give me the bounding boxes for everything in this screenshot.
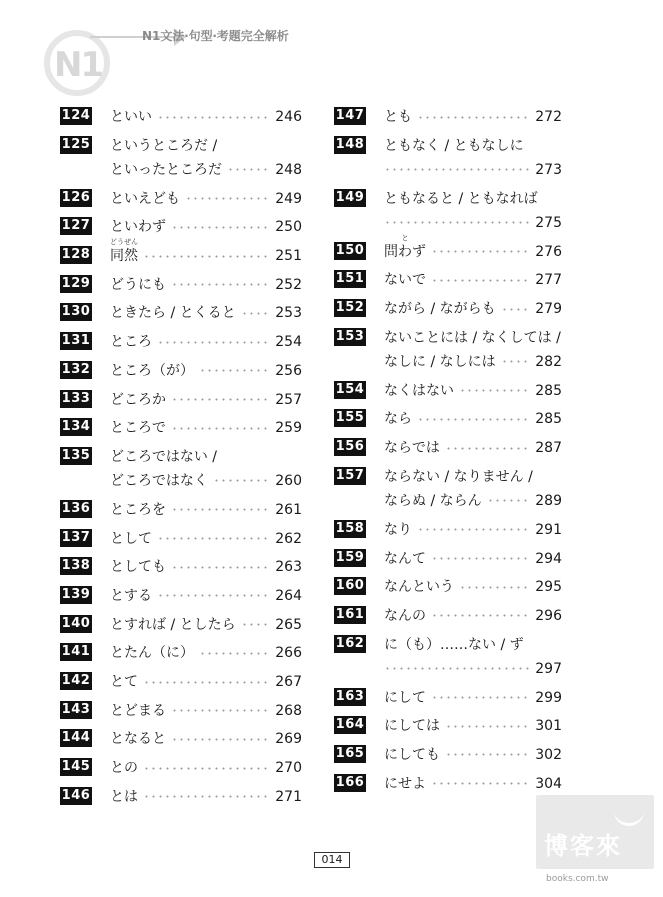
entry-line	[384, 577, 562, 597]
dot-leader	[227, 168, 270, 171]
dot-leader	[171, 709, 270, 712]
toc-column-right	[334, 107, 562, 802]
dot-leader	[143, 255, 270, 258]
entry-label: にせよ	[384, 775, 426, 792]
entry-line	[110, 303, 302, 323]
toc-entry	[334, 189, 562, 242]
entry-line	[384, 213, 562, 233]
entry-line	[384, 774, 562, 794]
entry-number-badge: 166	[335, 774, 365, 790]
dot-leader	[417, 528, 530, 531]
entry-number-badge: 165	[335, 745, 365, 761]
toc-entry	[60, 107, 302, 136]
entry-line	[110, 136, 302, 156]
entry-page-number: 269	[275, 731, 302, 748]
entry-number-badge: 154	[335, 381, 365, 397]
entry-line	[110, 471, 302, 491]
entry-line	[110, 615, 302, 635]
toc-entry	[60, 615, 302, 644]
entry-number-badge: 140	[61, 615, 91, 631]
dot-leader	[143, 767, 270, 770]
entry-label: 同然	[110, 248, 138, 265]
entry-line	[384, 549, 562, 569]
entry-number-badge: 144	[61, 730, 91, 746]
entry-number-badge: 138	[61, 558, 91, 574]
entry-page-number: 302	[535, 746, 562, 763]
entry-page-number: 289	[535, 492, 562, 509]
furigana-reading: どうぜん	[110, 238, 138, 247]
entry-label: にしては	[384, 718, 440, 735]
dot-leader	[384, 168, 530, 171]
toc-entry	[334, 107, 562, 136]
entry-page-number: 250	[275, 219, 302, 236]
entry-label: なら	[384, 411, 412, 428]
entry-label: とも	[384, 109, 412, 125]
toc-entry	[60, 500, 302, 529]
entry-line	[110, 361, 302, 381]
entry-label: としても	[110, 559, 166, 576]
dot-leader	[431, 696, 530, 699]
toc-entry	[334, 270, 562, 299]
entry-line	[384, 381, 562, 401]
entry-page-number: 252	[275, 276, 302, 293]
toc-entry	[334, 136, 562, 189]
entry-label: なんて	[384, 550, 426, 567]
entry-number-badge: 126	[61, 189, 91, 205]
entry-line	[384, 467, 562, 487]
entry-number-badge: 139	[61, 586, 91, 602]
toc-entry	[60, 447, 302, 500]
entry-number-badge: 161	[335, 606, 365, 622]
toc-entry	[60, 758, 302, 787]
entry-number-badge: 133	[61, 390, 91, 406]
entry-page-number: 264	[275, 587, 302, 604]
entry-number-badge: 127	[61, 218, 91, 234]
dot-leader	[171, 226, 270, 229]
entry-label: といえども	[110, 190, 180, 207]
watermark-url: books.com.tw	[546, 874, 609, 884]
toc-entry	[60, 729, 302, 758]
entry-label: ときたら / とくると	[110, 305, 236, 322]
entry-label: とどまる	[110, 702, 166, 719]
entry-number-badge: 124	[61, 108, 91, 123]
entry-page-number: 271	[275, 788, 302, 805]
entry-line	[384, 160, 562, 180]
dot-leader	[459, 389, 530, 392]
watermark-logo	[536, 795, 654, 869]
entry-label-with-ruby	[110, 238, 138, 266]
toc-entry	[334, 467, 562, 520]
entry-number-badge: 160	[335, 578, 365, 594]
dot-leader	[171, 566, 270, 569]
dot-leader	[171, 427, 270, 430]
entry-label: にして	[384, 689, 426, 706]
entry-line	[110, 447, 302, 467]
entry-line	[384, 520, 562, 540]
entry-label: ならでは	[384, 440, 440, 457]
dot-leader	[213, 479, 270, 482]
page-header	[40, 18, 440, 98]
entry-page-number: 256	[275, 362, 302, 379]
toc-entry	[60, 275, 302, 304]
entry-line	[110, 189, 302, 209]
entry-page-number: 282	[535, 353, 562, 370]
dot-leader	[445, 753, 530, 756]
entry-line	[384, 716, 562, 736]
toc-entry	[334, 635, 562, 688]
entry-number-badge: 141	[61, 644, 91, 660]
entry-page-number: 262	[275, 530, 302, 547]
toc-entry	[60, 529, 302, 558]
dot-leader	[157, 116, 270, 119]
entry-number-badge: 129	[61, 275, 91, 291]
dot-leader	[171, 398, 270, 401]
toc-entry	[60, 332, 302, 361]
entry-number-badge: 136	[61, 500, 91, 516]
entry-label: とて	[110, 674, 138, 690]
entry-page-number: 267	[275, 674, 302, 690]
entry-page-number: 246	[275, 109, 302, 125]
entry-number-badge: 131	[61, 333, 91, 349]
entry-number-badge: 137	[61, 529, 91, 545]
entry-label: なんの	[384, 607, 426, 624]
entry-label: ともなく / ともなしに	[384, 137, 524, 154]
entry-page-number: 304	[535, 775, 562, 792]
dot-leader	[171, 738, 270, 741]
entry-label: どころではなく	[110, 472, 208, 489]
toc-entry	[334, 299, 562, 328]
entry-label: どうにも	[110, 276, 166, 293]
entry-line	[384, 270, 562, 290]
dot-leader	[143, 681, 270, 684]
toc-entry	[60, 672, 302, 701]
entry-page-number: 261	[275, 501, 302, 518]
entry-page-number: 251	[275, 248, 302, 265]
entry-label: とすれば / としたら	[110, 616, 236, 633]
toc-entry	[334, 520, 562, 549]
toc-entry	[334, 438, 562, 467]
entry-number-badge: 157	[335, 467, 365, 483]
entry-line	[384, 745, 562, 765]
entry-page-number: 301	[535, 718, 562, 735]
entry-label: となると	[110, 731, 166, 748]
entry-page-number: 287	[535, 440, 562, 457]
dot-leader	[241, 312, 271, 315]
entry-line	[110, 275, 302, 295]
entry-label: ながら / ながらも	[384, 301, 496, 318]
dot-leader	[384, 667, 530, 670]
entry-label: とは	[110, 788, 138, 805]
entry-line	[110, 332, 302, 352]
entry-page-number: 291	[535, 521, 562, 538]
entry-label: といったところだ	[110, 161, 222, 178]
entry-number-badge: 151	[335, 271, 365, 287]
entry-line	[384, 136, 562, 156]
toc-entry	[334, 745, 562, 774]
entry-number-badge: 130	[61, 304, 91, 320]
dot-leader	[501, 360, 531, 363]
entry-number-badge: 158	[335, 520, 365, 536]
toc-entry	[334, 606, 562, 635]
toc-entry	[60, 586, 302, 615]
entry-number-badge: 145	[61, 759, 91, 775]
entry-page-number: 257	[275, 391, 302, 408]
dot-leader	[459, 586, 530, 589]
entry-page-number: 285	[535, 382, 562, 399]
entry-number-badge: 150	[335, 242, 365, 258]
toc-entry	[60, 787, 302, 816]
watermark	[536, 795, 656, 890]
entry-number-badge: 147	[335, 108, 365, 123]
entry-number-badge: 155	[335, 410, 365, 426]
entry-label: とする	[110, 587, 152, 604]
entry-page-number: 272	[535, 109, 562, 125]
entry-line	[384, 352, 562, 372]
dot-leader	[171, 283, 270, 286]
entry-page-number: 285	[535, 411, 562, 428]
entry-line	[110, 390, 302, 410]
toc-entry	[334, 716, 562, 745]
toc-entry	[334, 233, 562, 271]
entry-line	[110, 238, 302, 266]
entry-page-number: 253	[275, 305, 302, 322]
entry-number-badge: 146	[61, 787, 91, 803]
entry-label: なしに / なしには	[384, 353, 496, 370]
furigana-reading: と	[401, 233, 409, 242]
entry-line	[110, 586, 302, 606]
entry-label: ないで	[384, 272, 426, 289]
dot-leader	[445, 725, 530, 728]
dot-leader	[487, 499, 531, 502]
entry-page-number: 268	[275, 702, 302, 719]
dot-leader	[431, 279, 530, 282]
entry-label: に（も）……ない / ず	[384, 636, 524, 653]
entry-line	[110, 500, 302, 520]
entry-label: ところ（が）	[110, 362, 194, 379]
entry-line	[384, 107, 562, 127]
entry-line	[384, 189, 562, 209]
entry-label: ないことには / なくしては /	[384, 329, 561, 346]
dot-leader	[199, 369, 270, 372]
toc-entry	[334, 549, 562, 578]
toc-entry	[60, 390, 302, 419]
toc-entry	[334, 328, 562, 381]
page-number: 014	[314, 852, 350, 868]
entry-line	[110, 217, 302, 237]
dot-leader	[241, 623, 271, 626]
entry-label: といわず	[110, 219, 166, 236]
entry-line	[110, 758, 302, 778]
dot-leader	[157, 594, 270, 597]
entry-page-number: 259	[275, 420, 302, 437]
dot-leader	[157, 537, 270, 540]
entry-page-number: 275	[535, 214, 562, 231]
entry-number-badge: 143	[61, 701, 91, 717]
dot-leader	[431, 250, 530, 253]
entry-page-number: 249	[275, 190, 302, 207]
entry-number-badge: 162	[335, 635, 365, 651]
entry-line	[110, 529, 302, 549]
entry-number-badge: 148	[335, 136, 365, 152]
entry-page-number: 279	[535, 301, 562, 318]
entry-number-badge: 149	[335, 189, 365, 205]
entry-line	[110, 557, 302, 577]
entry-label: ならぬ / ならん	[384, 492, 482, 509]
entry-line	[110, 672, 302, 692]
entry-label: なくはない	[384, 382, 454, 399]
entry-label: として	[110, 530, 152, 547]
book-title: N1文法‧句型‧考題完全解析	[142, 29, 289, 43]
entry-line	[384, 688, 562, 708]
toc-entry	[60, 217, 302, 246]
entry-line	[110, 418, 302, 438]
toc-entry	[60, 136, 302, 189]
entry-label: ところで	[110, 420, 166, 437]
entry-line	[110, 787, 302, 807]
dot-leader	[185, 197, 270, 200]
entry-label: ともなると / ともなれば	[384, 190, 538, 207]
dot-leader	[171, 508, 270, 511]
entry-number-badge: 125	[61, 136, 91, 152]
entry-label-with-ruby	[384, 233, 426, 262]
dot-leader	[445, 447, 530, 450]
toc-entry	[334, 688, 562, 717]
entry-line	[384, 409, 562, 429]
entry-line	[384, 328, 562, 348]
dot-leader	[501, 308, 531, 311]
entry-line	[384, 233, 562, 262]
dot-leader	[417, 116, 530, 119]
entry-line	[384, 491, 562, 511]
entry-label: にしても	[384, 746, 440, 763]
entry-page-number: 265	[275, 616, 302, 633]
entry-page-number: 295	[535, 579, 562, 596]
entry-number-badge: 128	[61, 247, 91, 263]
entry-page-number: 276	[535, 243, 562, 260]
dot-leader	[143, 795, 270, 798]
dot-leader	[384, 221, 530, 224]
toc-entry	[60, 418, 302, 447]
dot-leader	[431, 614, 530, 617]
entry-page-number: 273	[535, 161, 562, 178]
entry-number-badge: 159	[335, 549, 365, 565]
toc-entry	[334, 409, 562, 438]
entry-number-badge: 152	[335, 300, 365, 316]
toc-entry	[60, 557, 302, 586]
toc-column-left	[60, 107, 302, 815]
entry-page-number: 266	[275, 645, 302, 662]
toc-entry	[60, 238, 302, 275]
entry-line	[384, 659, 562, 679]
entry-number-badge: 164	[335, 717, 365, 733]
entry-label: どころか	[110, 391, 166, 408]
entry-label: というところだ /	[110, 137, 218, 154]
toc-entry	[60, 361, 302, 390]
toc-entry	[60, 701, 302, 730]
entry-page-number: 296	[535, 607, 562, 624]
entry-label: なんという	[384, 579, 454, 596]
entry-page-number: 299	[535, 689, 562, 706]
entry-number-badge: 153	[335, 328, 365, 344]
entry-page-number: 260	[275, 472, 302, 489]
dot-leader	[431, 782, 530, 785]
entry-label: どころではない /	[110, 448, 218, 465]
toc-entry	[60, 189, 302, 218]
toc-entry	[60, 643, 302, 672]
entry-page-number: 263	[275, 559, 302, 576]
entry-page-number: 254	[275, 334, 302, 351]
entry-number-badge: 163	[335, 688, 365, 704]
entry-label: ところ	[110, 334, 152, 351]
entry-page-number: 297	[535, 660, 562, 677]
smile-icon	[614, 803, 644, 826]
entry-number-badge: 132	[61, 361, 91, 377]
dot-leader	[157, 341, 270, 344]
toc-entry	[60, 303, 302, 332]
toc-entry	[334, 774, 562, 803]
entry-line	[384, 299, 562, 319]
entry-number-badge: 134	[61, 419, 91, 435]
dot-leader	[431, 557, 530, 560]
entry-line	[110, 729, 302, 749]
watermark-text: 博客來	[544, 832, 622, 860]
entry-label: とたん（に）	[110, 645, 194, 662]
entry-line	[384, 635, 562, 655]
entry-number-badge: 156	[335, 439, 365, 455]
dot-leader	[199, 652, 270, 655]
toc-entry	[334, 381, 562, 410]
entry-line	[110, 107, 302, 127]
entry-line	[110, 701, 302, 721]
entry-line	[384, 606, 562, 626]
entry-number-badge: 142	[61, 673, 91, 688]
toc-entry	[334, 577, 562, 606]
entry-page-number: 277	[535, 272, 562, 289]
entry-page-number: 270	[275, 760, 302, 777]
entry-line	[110, 643, 302, 663]
entry-page-number: 294	[535, 550, 562, 567]
entry-number-badge: 135	[61, 447, 91, 463]
entry-label: なり	[384, 521, 412, 538]
entry-line	[384, 438, 562, 458]
entry-line	[110, 160, 302, 180]
entry-label: ならない / なりません /	[384, 468, 533, 485]
entry-label: といい	[110, 109, 152, 125]
entry-label: ところを	[110, 501, 166, 518]
dot-leader	[417, 418, 530, 421]
entry-page-number: 248	[275, 161, 302, 178]
level-logo-text: N1	[53, 45, 103, 85]
entry-label: 問わず	[384, 243, 426, 260]
entry-label: との	[110, 760, 138, 777]
